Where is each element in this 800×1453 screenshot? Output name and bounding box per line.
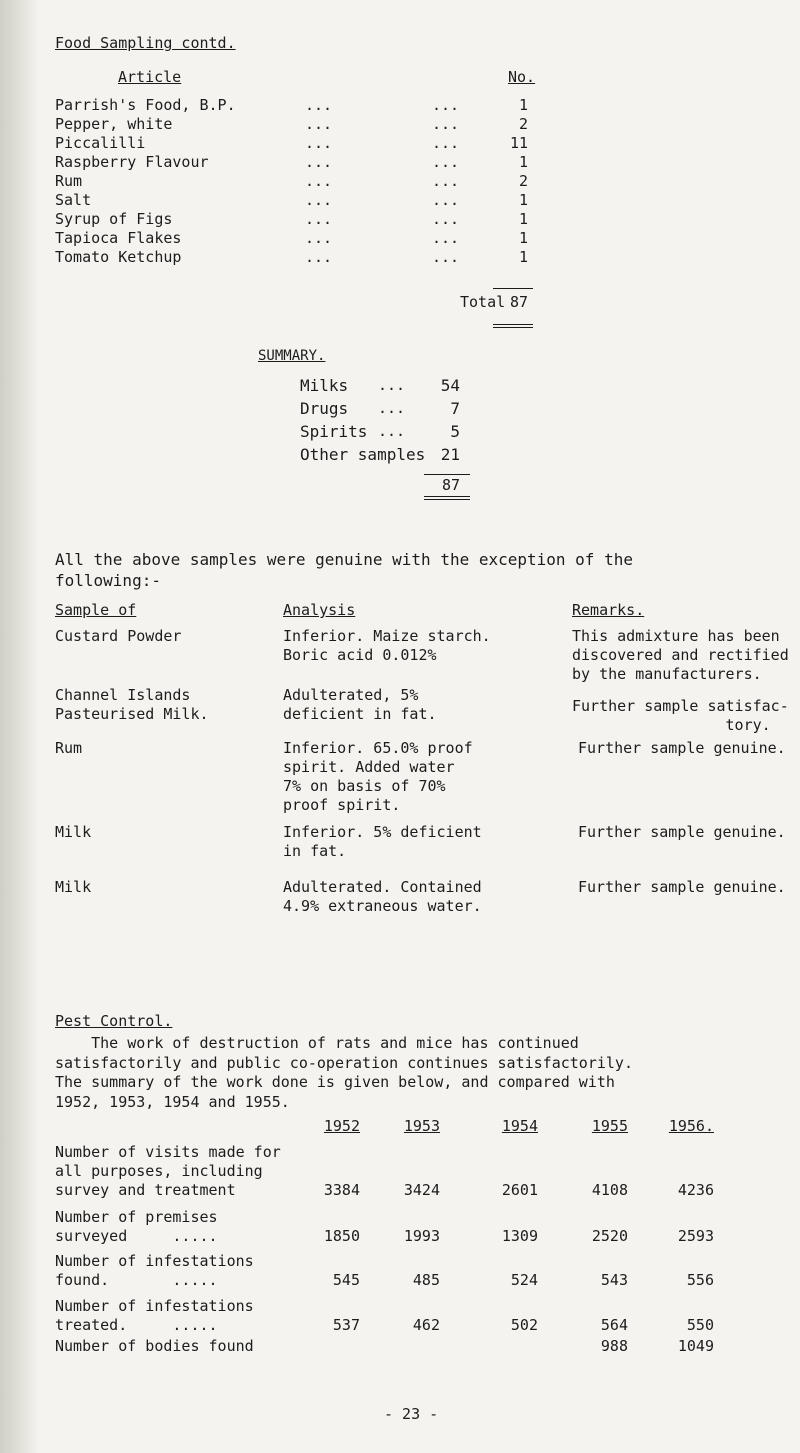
exceptions-intro: All the above samples were genuine with the exception of the following:-	[55, 550, 633, 590]
leader-dots: ...	[305, 134, 333, 152]
leader-dots: ...	[305, 172, 333, 190]
leader-dots: ...	[305, 210, 333, 228]
leader-dots: ...	[378, 399, 406, 417]
year-column-header: 1953	[403, 1117, 440, 1135]
article-column-header: Article	[118, 68, 182, 86]
year-column-header: 1952	[323, 1117, 360, 1135]
leader-dots: ...	[305, 96, 333, 114]
summary-total: 87	[441, 476, 460, 494]
pest-row-label: Number of visits made for all purposes, including survey and treatment	[55, 1143, 281, 1199]
exception-analysis: Adulterated, 5% deficient in fat.	[283, 686, 437, 723]
summary-label: Other samples	[300, 445, 426, 464]
leader-dots: ...	[305, 153, 333, 171]
total-double-rule-1	[493, 324, 533, 325]
leader-dots: ...	[378, 422, 406, 440]
total-double-rule-2	[493, 327, 533, 328]
pest-value: 556	[686, 1271, 714, 1289]
leader-dots: ...	[432, 229, 460, 247]
total-value: 87	[509, 293, 528, 311]
exception-remarks: Further sample genuine.	[578, 878, 786, 896]
article-name: Tapioca Flakes	[55, 229, 182, 247]
pest-control-paragraph: The work of destruction of rats and mice has continued satisfactorily and public co-operation continues satisfactorily. The summary of the work done is given below, and compared with 1952, 1953, 1954 and 1955.	[55, 1034, 633, 1111]
summary-double-rule-1	[424, 496, 470, 497]
pest-control-title: Pest Control.	[55, 1012, 173, 1030]
pest-value: 1049	[677, 1337, 714, 1355]
leader-dots: ...	[432, 153, 460, 171]
article-name: Pepper, white	[55, 115, 173, 133]
pest-row-label: Number of premises surveyed .....	[55, 1208, 218, 1245]
article-name: Salt	[55, 191, 92, 209]
exception-analysis: Inferior. 5% deficient in fat.	[283, 823, 482, 860]
pest-value: 1850	[323, 1227, 360, 1245]
summary-rule-top	[424, 474, 470, 475]
article-name: Tomato Ketchup	[55, 248, 182, 266]
pest-value: 2593	[677, 1227, 714, 1245]
leader-dots: ...	[432, 172, 460, 190]
leader-dots: ...	[305, 115, 333, 133]
leader-dots: ...	[305, 248, 333, 266]
leader-dots: ...	[432, 191, 460, 209]
article-name: Raspberry Flavour	[55, 153, 209, 171]
leader-dots: ...	[432, 248, 460, 266]
summary-value: 54	[440, 376, 460, 395]
exception-analysis: Adulterated. Contained 4.9% extraneous water.	[283, 878, 482, 915]
scan-edge-shadow	[0, 0, 38, 1453]
year-column-header: 1954	[501, 1117, 538, 1135]
article-count: 1	[518, 229, 528, 247]
exception-sample: Custard Powder	[55, 627, 182, 645]
total-label: Total	[460, 293, 506, 311]
total-rule-top	[493, 288, 533, 289]
pest-value: 545	[332, 1271, 360, 1289]
pest-row-label: Number of bodies found	[55, 1337, 254, 1355]
article-name: Parrish's Food, B.P.	[55, 96, 236, 114]
article-name: Piccalilli	[55, 134, 146, 152]
exception-sample: Rum	[55, 739, 83, 757]
pest-value: 543	[600, 1271, 628, 1289]
page-title: Food Sampling contd.	[55, 34, 236, 52]
leader-dots: ...	[378, 376, 406, 394]
exception-remarks: Further sample genuine.	[578, 823, 786, 841]
pest-value: 4108	[591, 1181, 628, 1199]
article-count: 1	[518, 153, 528, 171]
pest-value: 1309	[501, 1227, 538, 1245]
number-column-header: No.	[508, 68, 536, 86]
article-count: 2	[518, 115, 528, 133]
pest-value: 3424	[403, 1181, 440, 1199]
article-count: 1	[518, 191, 528, 209]
exception-sample: Milk	[55, 878, 92, 896]
year-column-header: 1955	[591, 1117, 628, 1135]
exception-sample: Channel Islands Pasteurised Milk.	[55, 686, 209, 723]
article-count: 1	[518, 210, 528, 228]
pest-value: 550	[686, 1316, 714, 1334]
leader-dots: ...	[432, 96, 460, 114]
year-column-header: 1956.	[668, 1117, 714, 1135]
leader-dots: ...	[432, 134, 460, 152]
pest-value: 988	[600, 1337, 628, 1355]
pest-value: 3384	[323, 1181, 360, 1199]
article-count: 2	[518, 172, 528, 190]
pest-value: 564	[600, 1316, 628, 1334]
article-name: Rum	[55, 172, 83, 190]
pest-value: 485	[412, 1271, 440, 1289]
exception-analysis: Inferior. 65.0% proof spirit. Added water 7% on basis of 70% proof spirit.	[283, 739, 473, 814]
summary-value: 5	[450, 422, 460, 441]
summary-label: Spirits	[300, 422, 368, 441]
exception-analysis: Inferior. Maize starch. Boric acid 0.012%	[283, 627, 491, 664]
pest-value: 524	[510, 1271, 538, 1289]
summary-label: Drugs	[300, 399, 349, 418]
article-name: Syrup of Figs	[55, 210, 173, 228]
sample-column-header: Sample of	[55, 601, 137, 619]
pest-value: 2601	[501, 1181, 538, 1199]
analysis-column-header: Analysis	[283, 601, 356, 619]
pest-value: 537	[332, 1316, 360, 1334]
summary-value: 21	[440, 445, 460, 464]
summary-double-rule-2	[424, 499, 470, 500]
exception-remarks: This admixture has been discovered and rectified by the manufacturers.	[572, 627, 789, 683]
summary-title: SUMMARY.	[258, 348, 326, 364]
summary-label: Milks	[300, 376, 349, 395]
exception-sample: Milk	[55, 823, 92, 841]
pest-row-label: Number of infestations found. .....	[55, 1252, 254, 1289]
summary-value: 7	[450, 399, 460, 418]
pest-value: 502	[510, 1316, 538, 1334]
remarks-column-header: Remarks.	[572, 601, 645, 619]
article-count: 1	[518, 96, 528, 114]
pest-value: 4236	[677, 1181, 714, 1199]
leader-dots: ...	[432, 115, 460, 133]
pest-value: 2520	[591, 1227, 628, 1245]
leader-dots: ...	[305, 191, 333, 209]
article-count: 1	[518, 248, 528, 266]
leader-dots: ...	[432, 210, 460, 228]
pest-value: 1993	[403, 1227, 440, 1245]
page-number: - 23 -	[384, 1405, 439, 1423]
pest-value: 462	[412, 1316, 440, 1334]
exception-remarks: Further sample satisfac- tory.	[572, 697, 789, 734]
leader-dots: ...	[305, 229, 333, 247]
pest-row-label: Number of infestations treated. .....	[55, 1297, 254, 1334]
exception-remarks: Further sample genuine.	[578, 739, 786, 757]
article-count: 11	[509, 134, 528, 152]
